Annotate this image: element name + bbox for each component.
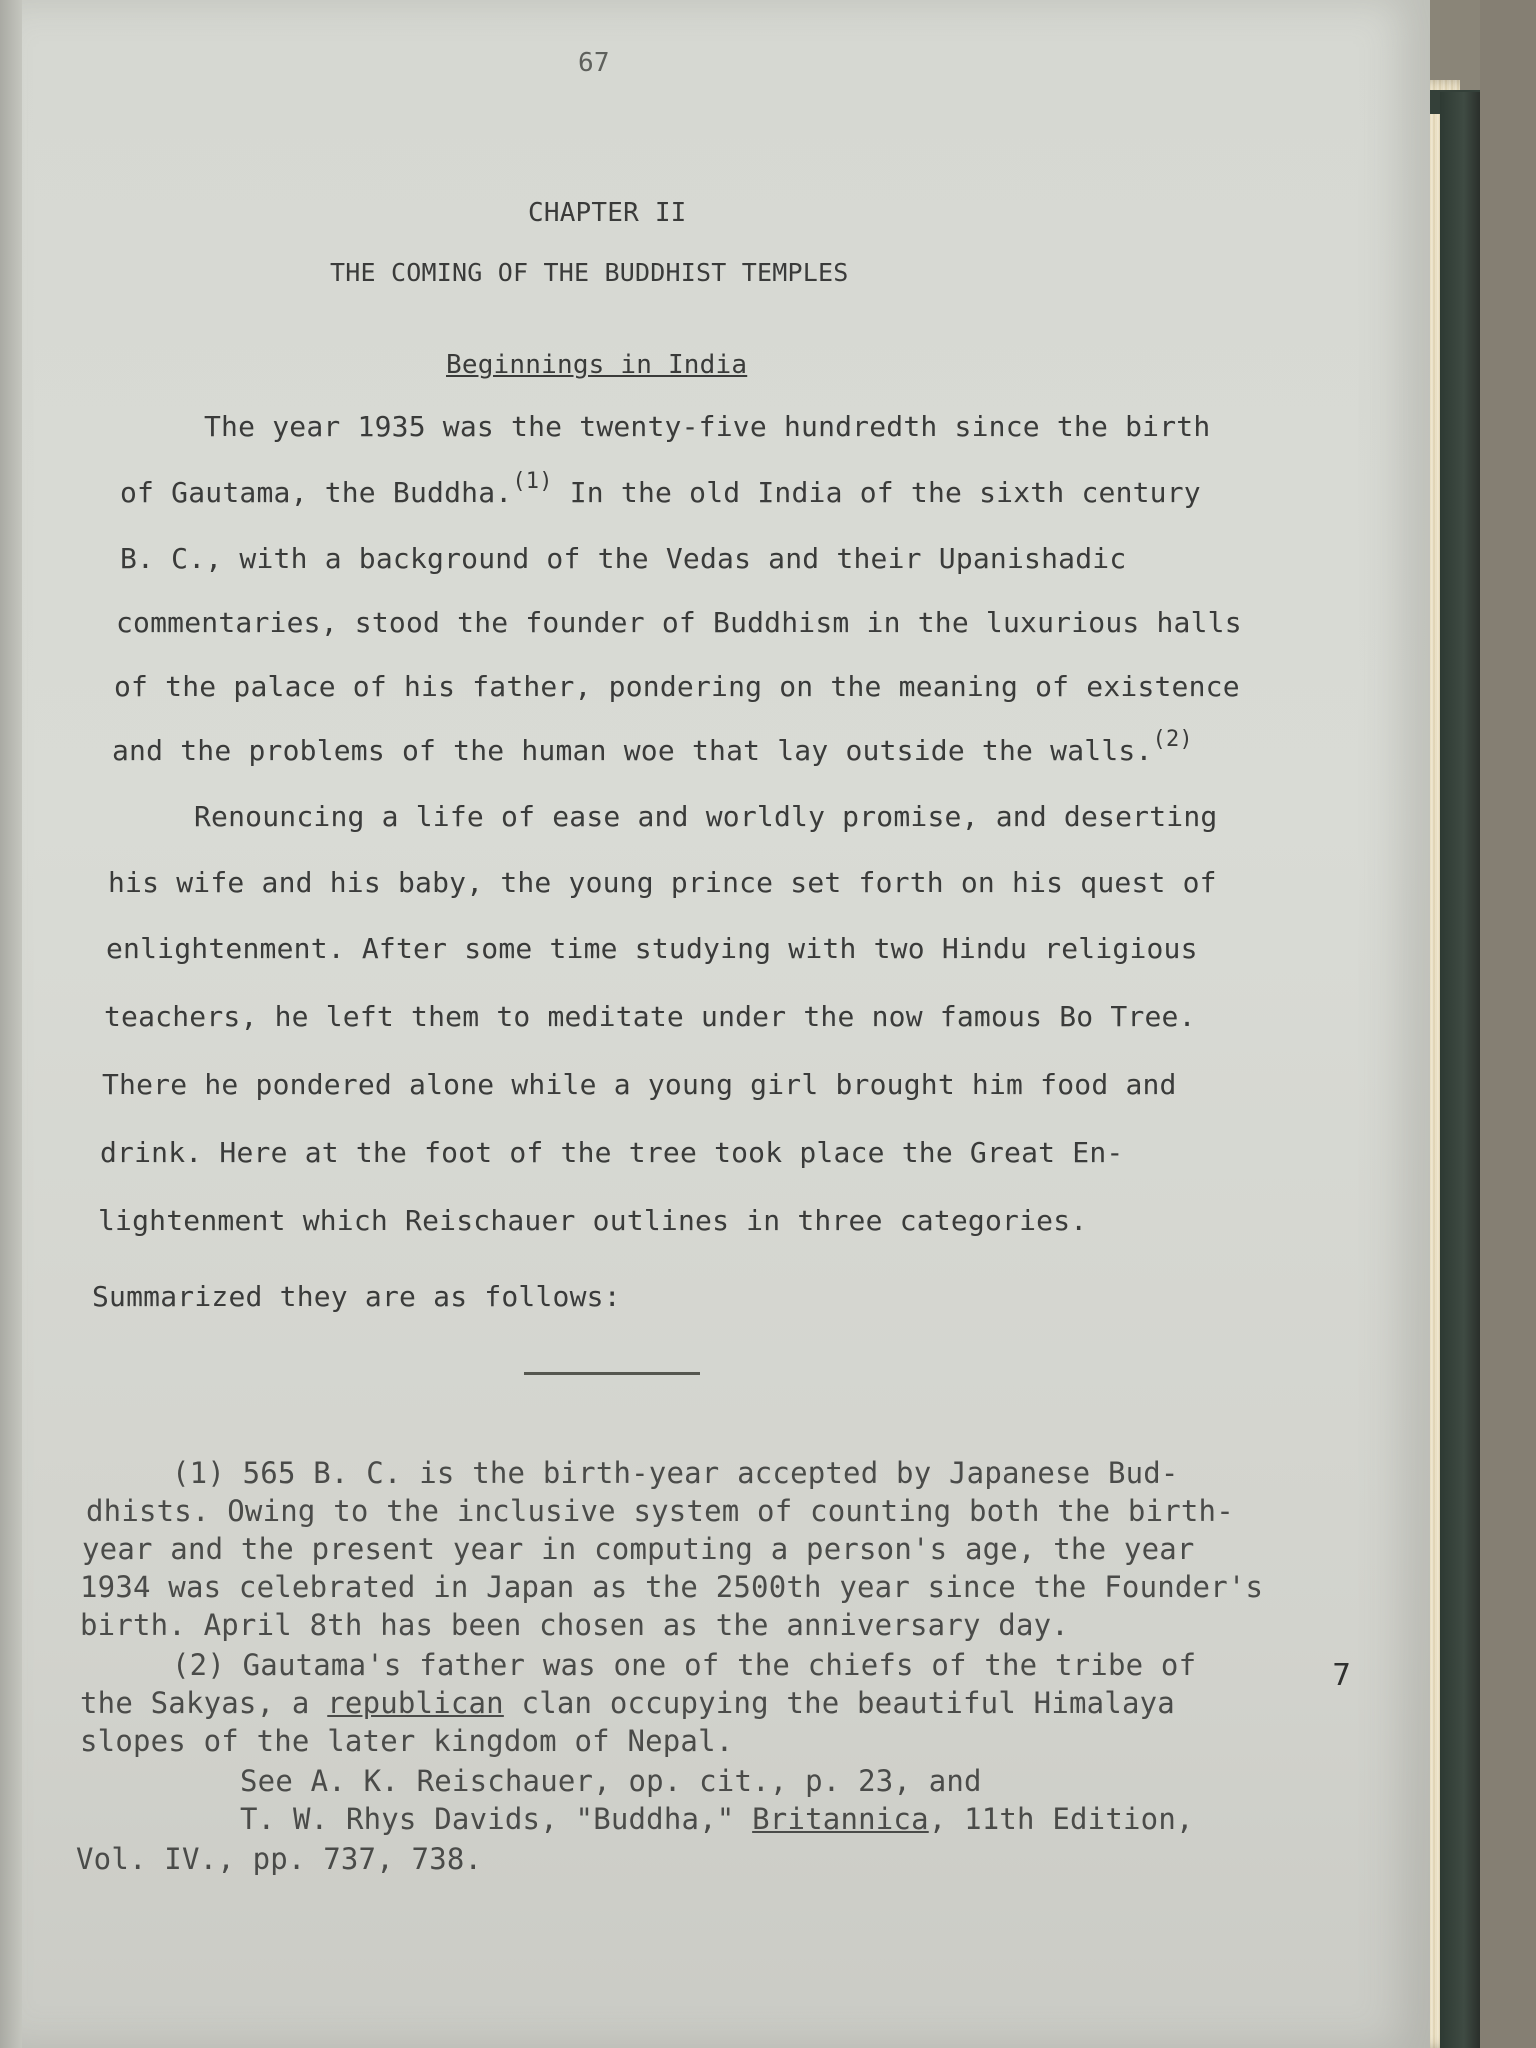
footnote-divider bbox=[524, 1372, 700, 1375]
footnote-line: 1934 was celebrated in Japan as the 2500th year since the Founder's bbox=[80, 1570, 1264, 1604]
handwritten-margin-mark: 7 bbox=[1332, 1658, 1352, 1693]
footnote-line: dhists. Owing to the inclusive system of counting both the birth- bbox=[86, 1494, 1234, 1528]
body-line: drink. Here at the foot of the tree took place the Great En- bbox=[100, 1136, 1124, 1169]
book-cover bbox=[1440, 92, 1480, 2048]
footnote-line: (2) Gautama's father was one of the chiefs of the tribe of bbox=[172, 1648, 1197, 1682]
footnote-line: (1) 565 B. C. is the birth-year accepted by Japanese Bud- bbox=[172, 1456, 1179, 1490]
background-surface-right bbox=[1480, 0, 1536, 2048]
body-line: Renouncing a life of ease and worldly promise, and deserting bbox=[194, 800, 1218, 833]
body-line: Summarized they are as follows: bbox=[92, 1280, 621, 1313]
footnote-ref: (2) bbox=[1152, 727, 1193, 752]
body-line: teachers, he left them to meditate under the now famous Bo Tree. bbox=[104, 1000, 1196, 1033]
footnote-line: birth. April 8th has been chosen as the anniversary day. bbox=[80, 1608, 1069, 1642]
body-line: enlightenment. After some time studying with two Hindu religious bbox=[106, 932, 1198, 965]
body-line: of the palace of his father, pondering on the meaning of existence bbox=[114, 670, 1240, 703]
body-line: commentaries, stood the founder of Buddhism in the luxurious halls bbox=[116, 606, 1242, 639]
chapter-title: THE COMING OF THE BUDDHIST TEMPLES bbox=[330, 258, 849, 287]
body-line: of Gautama, the Buddha.$^{(1)}$ In the old India of the sixth century bbox=[120, 469, 1201, 509]
body-line: B. C., with a background of the Vedas and their Upanishadic bbox=[120, 542, 1127, 575]
body-line: The year 1935 was the twenty-five hundredth since the birth bbox=[204, 410, 1211, 443]
footnote-citation: See A. K. Reischauer, op. cit., p. 23, and bbox=[240, 1764, 982, 1798]
body-line: There he pondered alone while a young girl brought him food and bbox=[102, 1068, 1177, 1101]
section-heading: Beginnings in India bbox=[446, 350, 748, 380]
body-line: his wife and his baby, the young prince set forth on his quest of bbox=[108, 866, 1217, 899]
chapter-number: CHAPTER II bbox=[528, 198, 687, 228]
footnote-ref: (1) bbox=[512, 469, 553, 494]
footnote-line: year and the present year in computing a person's age, the year bbox=[82, 1532, 1195, 1566]
footnote-line: slopes of the later kingdom of Nepal. bbox=[80, 1724, 734, 1758]
book-page bbox=[22, 0, 1430, 2048]
page-number: 67 bbox=[578, 48, 610, 78]
body-line: and the problems of the human woe that lay outside the walls.$^{(2)}$ bbox=[112, 727, 1193, 767]
footnote-citation: T. W. Rhys Davids, "Buddha," Britannica, 11th Edition, bbox=[240, 1802, 1194, 1836]
footnote-line: the Sakyas, a republican clan occupying the beautiful Himalaya bbox=[80, 1686, 1175, 1720]
footnote-citation: Vol. IV., pp. 737, 738. bbox=[76, 1842, 483, 1876]
body-line: lightenment which Reischauer outlines in three categories. bbox=[98, 1204, 1088, 1237]
